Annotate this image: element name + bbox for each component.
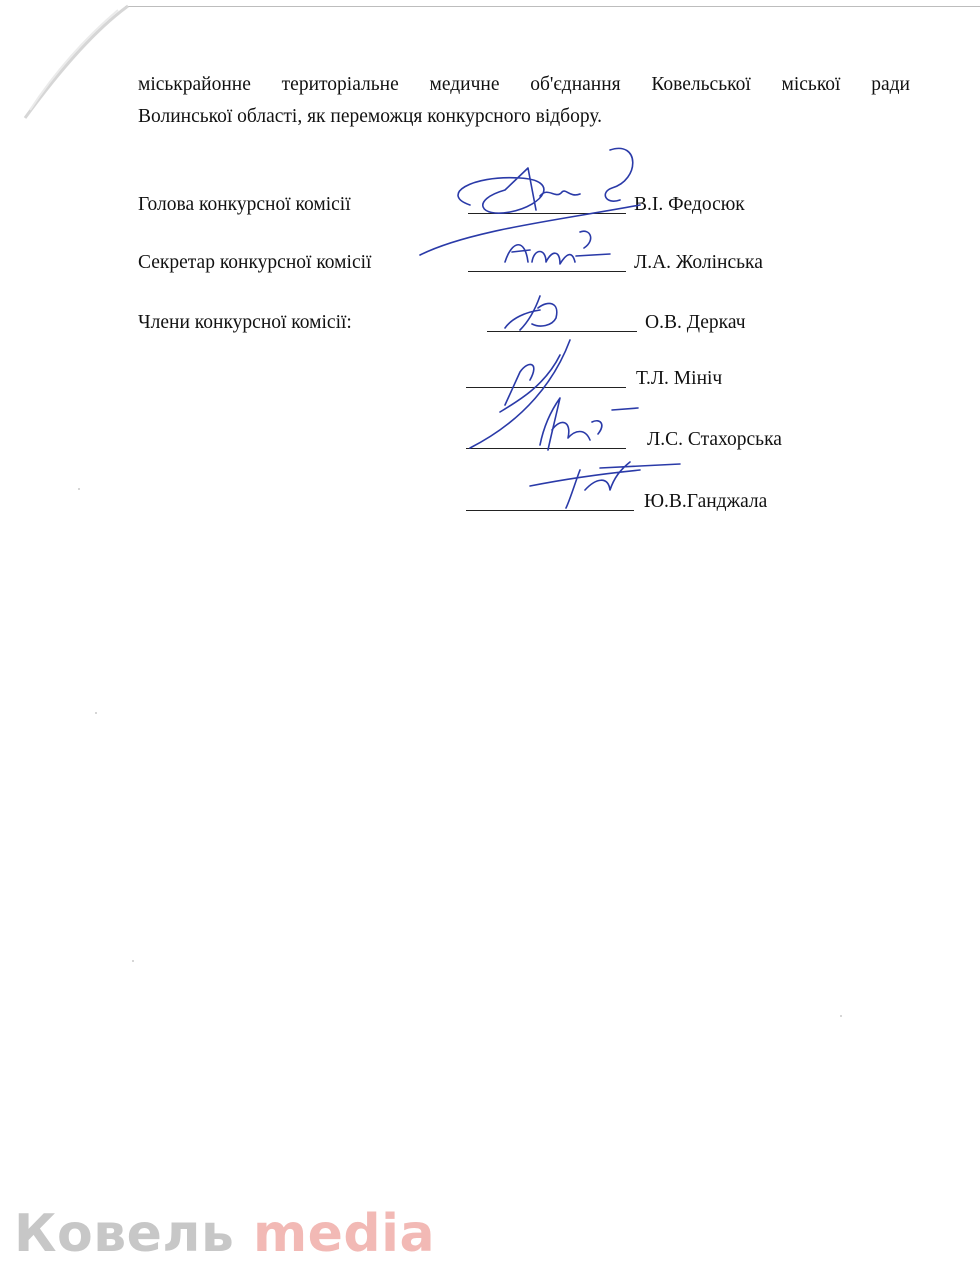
- scan-speck: [132, 960, 134, 962]
- member-1-signature: [505, 296, 557, 330]
- scan-top-edge: [125, 6, 980, 7]
- chair-name: В.І. Федосюк: [634, 194, 745, 215]
- scan-speck: [78, 488, 80, 490]
- scan-speck: [95, 712, 97, 714]
- member-signature-line: [466, 448, 626, 449]
- paragraph-line-2: Волинської області, як переможця конкурсного відбору.: [138, 106, 602, 127]
- member-2-signature: [470, 340, 570, 448]
- watermark-part-2: media: [252, 1204, 436, 1264]
- scan-speck: [840, 1015, 842, 1017]
- member-name: Ю.В.Ганджала: [644, 491, 768, 512]
- member-name: Т.Л. Мініч: [636, 368, 723, 389]
- secretary-name: Л.А. Жолінська: [634, 252, 763, 273]
- kovel-media-watermark: [14, 1204, 435, 1264]
- paragraph-line-1: міськрайонне територіальне медичне об'єднання Ковельської міської ради: [138, 74, 910, 95]
- member-name: Л.С. Стахорська: [647, 429, 782, 450]
- member-3-signature: [540, 398, 638, 450]
- watermark-part-1: Ковель: [14, 1204, 235, 1264]
- member-signature-line: [466, 387, 626, 388]
- secretary-signature: [505, 231, 610, 264]
- member-name: О.В. Деркач: [645, 312, 746, 333]
- chair-role-label: Голова конкурсної комісії: [138, 194, 351, 215]
- secretary-role-label: Секретар конкурсної комісії: [138, 252, 372, 273]
- member-signature-line: [466, 510, 634, 511]
- scan-fold-mark: [0, 0, 140, 130]
- member-signature-line: [487, 331, 637, 332]
- body-paragraph: [138, 69, 910, 133]
- chair-signature: [458, 148, 633, 213]
- members-label: Члени конкурсної комісії:: [138, 312, 352, 333]
- chair-signature-line: [468, 213, 626, 214]
- secretary-signature-line: [468, 271, 626, 272]
